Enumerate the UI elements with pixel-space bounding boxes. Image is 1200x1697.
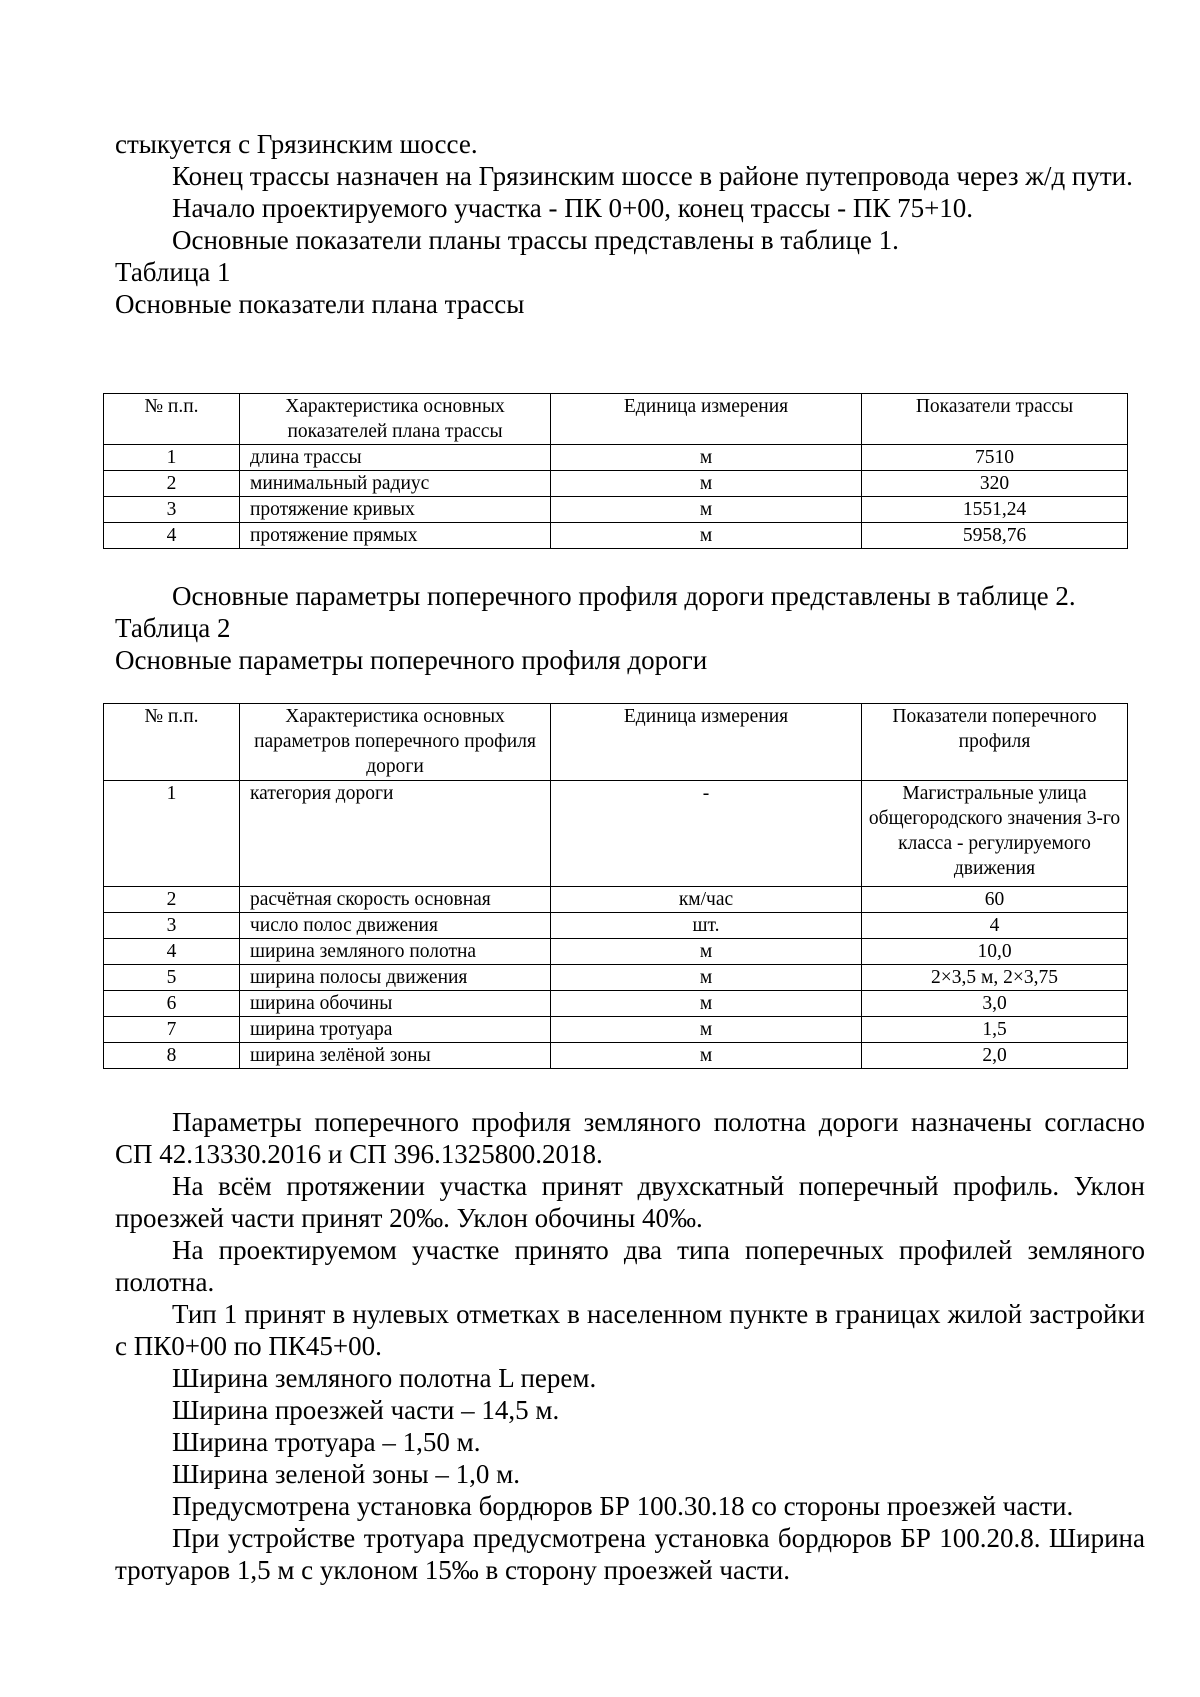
table-header-cell: Показатели трассы — [862, 394, 1128, 445]
intro-paragraph: Основные показатели планы трассы представлены в таблице 1. — [172, 225, 899, 255]
table-cell: 5958,76 — [862, 523, 1128, 549]
table-cell: 4 — [104, 939, 240, 965]
table-row — [104, 991, 1128, 1017]
body-paragraph: Параметры поперечного профиля земляного полотна дороги назначены согласно СП 42.13330.2016 и СП 396.1325800.2018. — [115, 1107, 1145, 1169]
table-row — [104, 965, 1128, 991]
table-cell: м — [551, 991, 862, 1017]
table-header-cell: Характеристика основных параметров поперечного профиля дороги — [240, 704, 551, 781]
mid-section — [115, 580, 1145, 676]
table-cell: - — [551, 781, 862, 887]
body-paragraph: На проектируемом участке принято два типа поперечных профилей земляного полотна. — [115, 1235, 1145, 1297]
table-cell: 60 — [862, 887, 1128, 913]
table-row — [104, 913, 1128, 939]
table-cell: категория дороги — [240, 781, 551, 887]
table-cell: число полос движения — [240, 913, 551, 939]
table-cell: минимальный радиус — [240, 471, 551, 497]
table-cell: 3,0 — [862, 991, 1128, 1017]
intro-paragraph: стыкуется с Грязинским шоссе. — [115, 129, 478, 159]
table-row — [104, 1017, 1128, 1043]
table-cell: 4 — [862, 913, 1128, 939]
table2-caption: Основные параметры поперечного профиля дороги — [115, 645, 708, 675]
table2-label: Таблица 2 — [115, 613, 231, 643]
table-cell: 7 — [104, 1017, 240, 1043]
table-row — [104, 939, 1128, 965]
table-cell: 1,5 — [862, 1017, 1128, 1043]
table-header-cell: Единица измерения — [551, 394, 862, 445]
table-cell: м — [551, 523, 862, 549]
table-cell: 2×3,5 м, 2×3,75 — [862, 965, 1128, 991]
table-cell: протяжение кривых — [240, 497, 551, 523]
table-cell: м — [551, 445, 862, 471]
table-cell: шт. — [551, 913, 862, 939]
table-1 — [103, 393, 1128, 549]
table-header-cell: Единица измерения — [551, 704, 862, 781]
table-cell: м — [551, 1017, 862, 1043]
table-cell: 1 — [104, 445, 240, 471]
body-paragraph: Ширина тротуара – 1,50 м. — [172, 1427, 481, 1457]
body-paragraph: При устройстве тротуара предусмотрена установка бордюров БР 100.20.8. Ширина тротуаров 1,5 м с уклоном 15‰ в сторону проезжей части. — [115, 1523, 1145, 1585]
table-cell: 2,0 — [862, 1043, 1128, 1069]
table-cell: 6 — [104, 991, 240, 1017]
table-row — [104, 1043, 1128, 1069]
table-cell: м — [551, 1043, 862, 1069]
table-header-row — [104, 394, 1128, 445]
table-cell: 4 — [104, 523, 240, 549]
table-cell: 3 — [104, 497, 240, 523]
table-cell: ширина зелёной зоны — [240, 1043, 551, 1069]
table-row — [104, 471, 1128, 497]
body-section — [115, 1106, 1145, 1586]
table-cell: 5 — [104, 965, 240, 991]
table-header-row — [104, 704, 1128, 781]
table-cell: 7510 — [862, 445, 1128, 471]
table-2 — [103, 703, 1128, 1069]
table-cell: 8 — [104, 1043, 240, 1069]
table-header-cell: Характеристика основных показателей плана трассы — [240, 394, 551, 445]
table-cell: м — [551, 471, 862, 497]
body-paragraph: Предусмотрена установка бордюров БР 100.30.18 со стороны проезжей части. — [172, 1491, 1074, 1521]
table-row — [104, 523, 1128, 549]
table-row — [104, 497, 1128, 523]
table-cell: ширина полосы движения — [240, 965, 551, 991]
body-paragraph: Ширина проезжей части – 14,5 м. — [172, 1395, 560, 1425]
table-cell: 10,0 — [862, 939, 1128, 965]
table-cell: расчётная скорость основная — [240, 887, 551, 913]
table-row — [104, 887, 1128, 913]
table-cell: км/час — [551, 887, 862, 913]
table-row — [104, 445, 1128, 471]
table-cell: 3 — [104, 913, 240, 939]
body-paragraph: На всём протяжении участка принят двухскатный поперечный профиль. Уклон проезжей части принят 20‰. Уклон обочины 40‰. — [115, 1171, 1145, 1233]
table-cell: 2 — [104, 471, 240, 497]
table-cell: длина трассы — [240, 445, 551, 471]
table-cell: 320 — [862, 471, 1128, 497]
body-paragraph: Ширина земляного полотна L перем. — [172, 1363, 597, 1393]
table1-label: Таблица 1 — [115, 257, 231, 287]
table-header-cell: № п.п. — [104, 394, 240, 445]
table-header-cell: Показатели поперечного профиля — [862, 704, 1128, 781]
table-row — [104, 781, 1128, 887]
intro-paragraph: Конец трассы назначен на Грязинским шоссе в районе путепровода через ж/д пути. — [172, 161, 1133, 191]
table-cell: ширина земляного полотна — [240, 939, 551, 965]
intro-section — [115, 128, 1145, 320]
table-cell: протяжение прямых — [240, 523, 551, 549]
table-cell: 2 — [104, 887, 240, 913]
table-cell: м — [551, 965, 862, 991]
body-paragraph: Ширина зеленой зоны – 1,0 м. — [172, 1459, 521, 1489]
table-cell: 1 — [104, 781, 240, 887]
table-cell: ширина обочины — [240, 991, 551, 1017]
table-cell: ширина тротуара — [240, 1017, 551, 1043]
table-cell: 1551,24 — [862, 497, 1128, 523]
table1-caption: Основные показатели плана трассы — [115, 289, 525, 319]
mid-paragraph: Основные параметры поперечного профиля дороги представлены в таблице 2. — [172, 581, 1076, 611]
table-cell: Магистральные улица общегородского значения 3-го класса - регулируемого движения — [862, 781, 1128, 887]
intro-paragraph: Начало проектируемого участка - ПК 0+00, конец трассы - ПК 75+10. — [172, 193, 974, 223]
table-cell: м — [551, 497, 862, 523]
body-paragraph: Тип 1 принят в нулевых отметках в населенном пункте в границах жилой застройки с ПК0+00 по ПК45+00. — [115, 1299, 1145, 1361]
table-cell: м — [551, 939, 862, 965]
table-header-cell: № п.п. — [104, 704, 240, 781]
